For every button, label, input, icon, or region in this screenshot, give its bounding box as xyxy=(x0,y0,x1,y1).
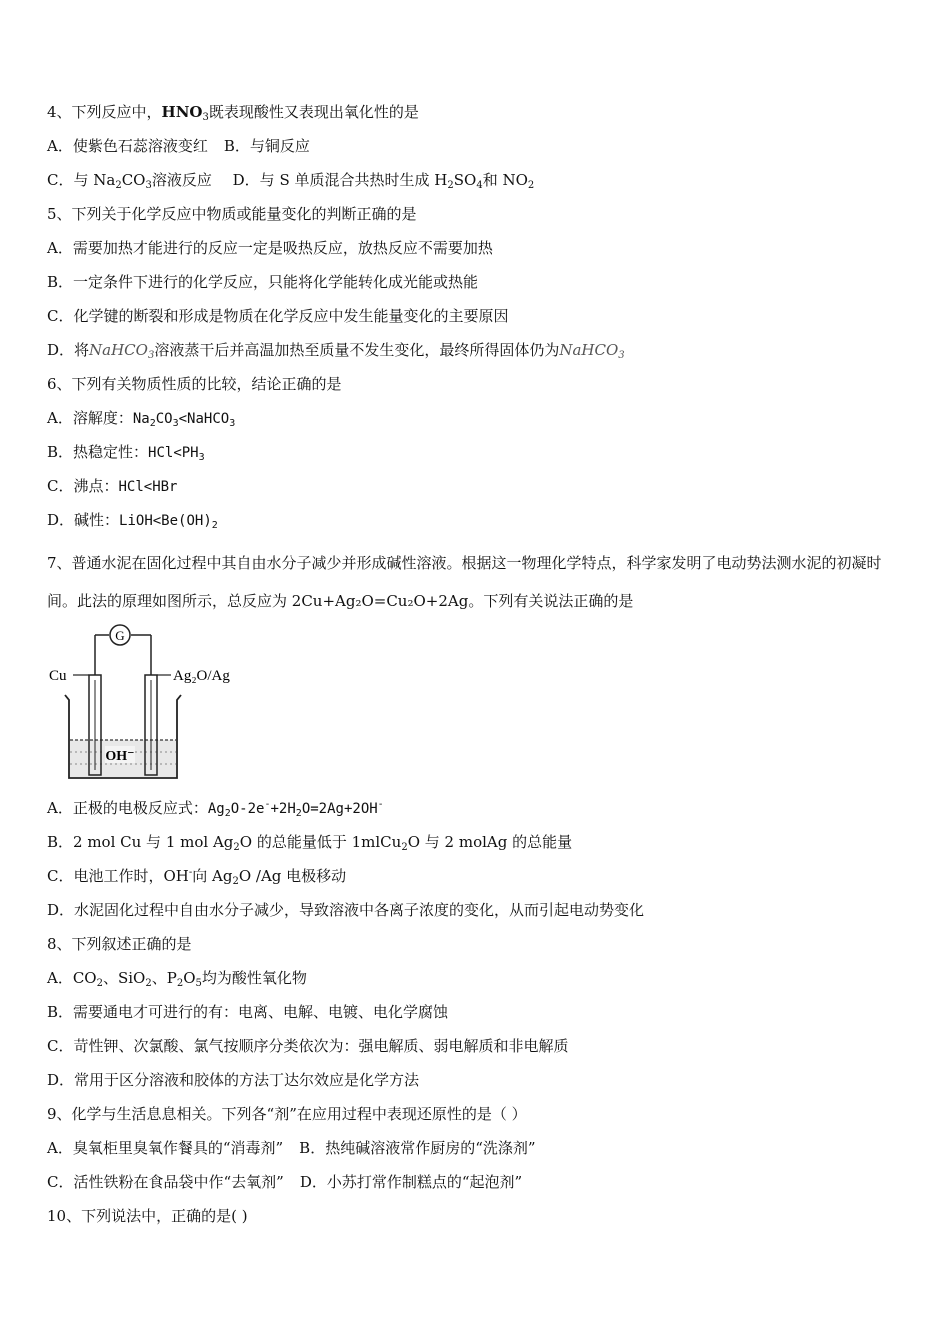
q4-options-ab xyxy=(47,136,310,156)
q6-stem: 6、下列有关物质性质的比较，结论正确的是 xyxy=(47,375,342,393)
q6-option-c: C．沸点：HCl<HBr xyxy=(47,477,178,495)
q8-option-a: A．$CO_2$、SiO$_2$、$P_2O_5$均为酸性氧化物 xyxy=(47,969,307,989)
q7-option-c: C．电池工作时，OH-向 $Ag_2O$ /Ag 电极移动 xyxy=(47,867,347,887)
galvanometer-label: G xyxy=(115,628,125,643)
q6-option-a: A．溶解度：$Na_2CO_3<NaHCO_3$ xyxy=(47,409,236,429)
q7-option-a: A．正极的电极反应式：$Ag_2O-2e^-+2H_2O=2Ag+2OH^-$ xyxy=(47,799,384,819)
q4-option-b: B．与铜反应 xyxy=(223,137,310,155)
q9-option-b: B．热纯碱溶液常作厨房的“洗涤剂” xyxy=(299,1139,536,1157)
q4-option-a: A．使紫色石蕊溶液变红 xyxy=(47,137,208,155)
q6-option-d: D．碱性：$LiOH<Be(OH)_2$ xyxy=(47,511,218,531)
q9-option-c: C．活性铁粉在食品袋中作“去氧剂” xyxy=(47,1173,284,1191)
q9-stem: 9、化学与生活息息相关。下列各“剂”在应用过程中表现还原性的是（ ） xyxy=(47,1105,527,1123)
cu-label: Cu xyxy=(49,668,67,684)
q8-option-c: C．苛性钾、次氯酸、氯气按顺序分类依次为：强电解质、弱电解质和非电解质 xyxy=(47,1037,569,1055)
q9-options-ab xyxy=(47,1138,536,1158)
q4-option-c: C．与 $Na_2CO_3$溶液反应 xyxy=(47,171,212,191)
q6-option-b: B．热稳定性：$HCl<PH_3$ xyxy=(47,443,205,463)
q5-option-d: D．将NaHCO$_3$溶液蒸干后并高温加热至质量不发生变化，最终所得固体仍为NaHCO$_3$ xyxy=(47,341,625,361)
electrochemical-cell-diagram xyxy=(45,620,255,790)
q4-stem: 4、下列反应中，$HNO_3$既表现酸性又表现出氧化性的是 xyxy=(47,103,419,123)
q9-option-d: D．小苏打常作制糕点的“起泡剂” xyxy=(299,1173,523,1191)
q7-option-d: D．水泥固化过程中自由水分子减少，导致溶液中各离子浓度的变化，从而引起电动势变化 xyxy=(47,901,645,919)
q9-options-cd xyxy=(47,1172,522,1192)
q9-option-a: A．臭氧柜里臭氧作餐具的“消毒剂” xyxy=(47,1139,284,1157)
q8-stem: 8、下列叙述正确的是 xyxy=(47,935,192,953)
q7-option-b: B．2 mol Cu 与 1 mol $Ag_2O$ 的总能量低于 1mlCu$_2$O 与 2 molAg 的总能量 xyxy=(47,833,573,853)
q5-stem: 5、下列关于化学反应中物质或能量变化的判断正确的是 xyxy=(47,205,417,223)
q7-stem: 7、普通水泥在固化过程中其自由水分子减少并形成碱性溶液。根据这一物理化学特点，科学家发明了电动势法测水泥的初凝时间。此法的原理如图所示，总反应为 2Cu+Ag₂O=Cu₂O+2Ag。下列有关说法正确的是 xyxy=(47,554,882,610)
q5-option-b: B．一定条件下进行的化学反应，只能将化学能转化成光能或热能 xyxy=(47,273,479,291)
q5-option-a: A．需要加热才能进行的反应一定是吸热反应，放热反应不需要加热 xyxy=(47,239,493,257)
q4-option-d: D．与 S 单质混合共热时生成 $H_2SO_4$和 $NO_2$ xyxy=(232,171,535,191)
q5-option-c: C．化学键的断裂和形成是物质在化学反应中发生能量变化的主要原因 xyxy=(47,307,509,325)
q4-options-cd xyxy=(47,170,534,190)
ag2o-ag-label: Ag₂O/Ag xyxy=(173,668,230,684)
q10-stem: 10、下列说法中，正确的是( ) xyxy=(47,1207,248,1225)
q8-option-d: D．常用于区分溶液和胶体的方法丁达尔效应是化学方法 xyxy=(47,1071,420,1089)
oh-label: OH⁻ xyxy=(105,749,135,764)
q8-option-b: B．需要通电才可进行的有：电离、电解、电镀、电化学腐蚀 xyxy=(47,1003,449,1021)
